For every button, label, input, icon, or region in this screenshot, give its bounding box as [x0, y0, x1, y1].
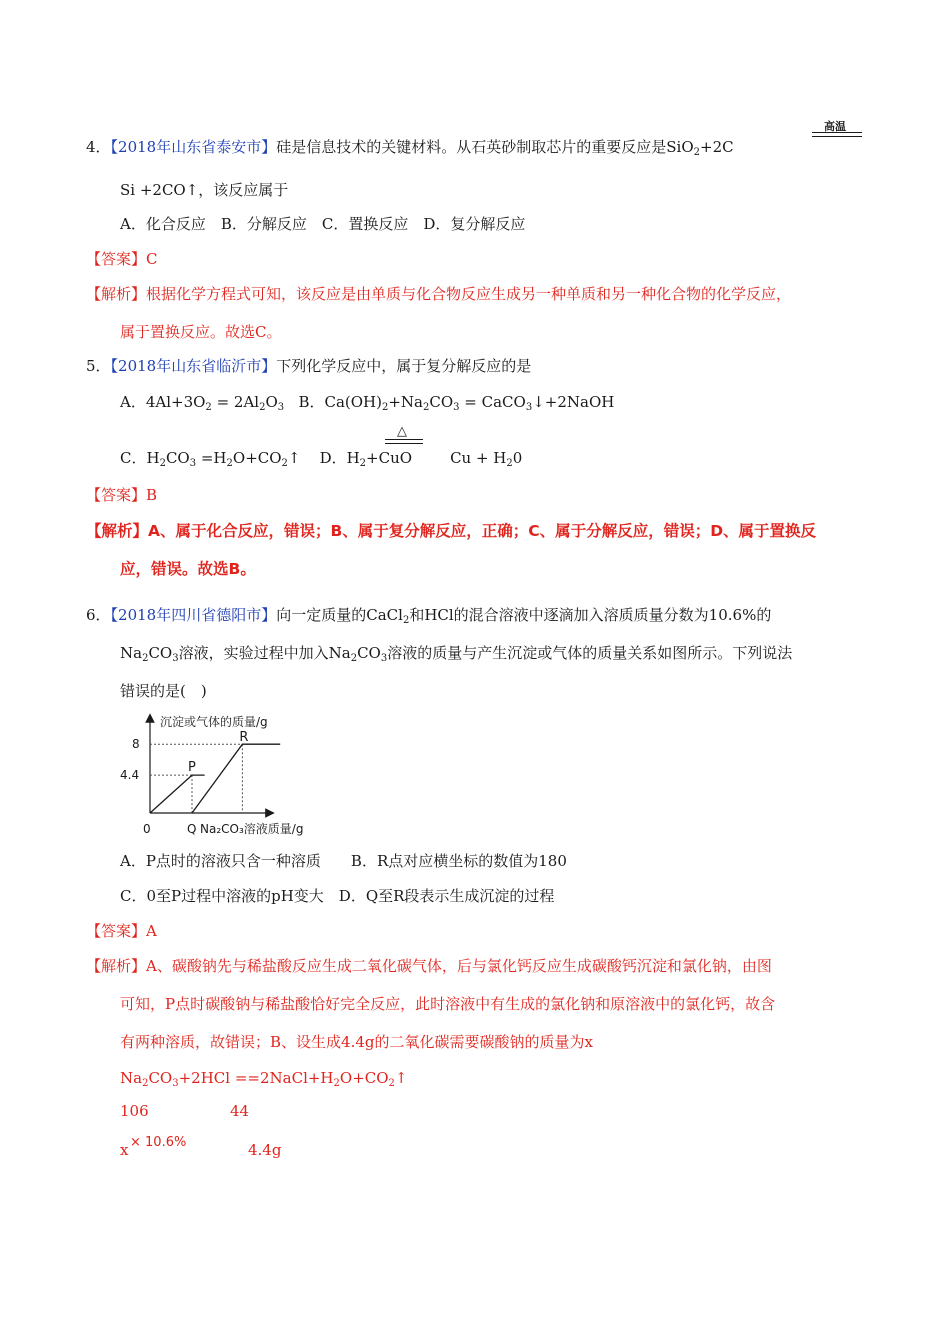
q5-heat-sign [385, 424, 423, 448]
q4-options: A．化合反应 B．分解反应 C．置换反应 D．复分解反应 [120, 215, 526, 233]
q5-stem [86, 356, 531, 376]
data-lines [150, 744, 280, 813]
q6-chart [120, 712, 335, 840]
y-tick-label: 8 [132, 737, 140, 752]
x-tick-label-q: Q [187, 822, 197, 836]
q5-answer: 【答案】B [86, 486, 158, 504]
q5-opt-b-mid: +Na [388, 393, 423, 411]
q4-stem [86, 137, 734, 157]
q5-opt-b-co: CO [429, 393, 454, 411]
q6-analysis-line2: 可知，P点时碳酸钠与稀盐酸恰好完全反应，此时溶液中有生成的氯化钠和原溶液中的氯化钙，故含 [120, 995, 776, 1013]
dashed-guides [150, 744, 242, 813]
q4-number: 4． [86, 138, 111, 156]
q6-line3: 错误的是( ) [120, 682, 207, 700]
q4-condition-sign [812, 118, 862, 142]
q6-eq-c: +2HCl ==2NaCl+H [178, 1069, 334, 1087]
q5-options-cd: C．$H_2CO_3$ $=H_2O+CO_2↑$ D．$H_2+CuO$ $Cu + H_20$ [120, 449, 523, 469]
q4-line2: Si +2CO↑，该反应属于 [120, 181, 289, 199]
q5-opt-c-o: O+CO [232, 449, 282, 467]
chart-x-label: Na₂CO₃溶液质量/g [200, 822, 304, 836]
q4-analysis-line2: 属于置换反应。故选C。 [120, 323, 282, 341]
q4-eq-sub: 2 [693, 147, 700, 158]
q5-opt-a-mid: = 2Al [211, 393, 260, 411]
q6-mass: 4.4g [248, 1141, 282, 1159]
q5-stem-text: 下列化学反应中，属于复分解反应的是 [276, 357, 532, 375]
q5-opt-c-rest: =H [196, 449, 227, 467]
q4-analysis-line1: 【解析】根据化学方程式可知，该反应是由单质与化合物反应生成另一种单质和另一种化合物的化学反应， [86, 285, 792, 303]
triangle-icon: △ [397, 424, 407, 439]
series-line-2 [192, 744, 280, 813]
y-tick-label: 4.4 [120, 768, 140, 783]
q6-stem: 6．【2018年四川省德阳市】向一定质量的CaCl$_2$和HCl的混合溶液中逐滴加入溶质质量分数为10.6%的 [86, 606, 772, 626]
q5-opt-a-sub: 3 [277, 402, 285, 413]
q6-eq-a: Na [120, 1069, 143, 1087]
q6-stem-b: 和HCl的混合溶液中逐滴加入溶质质量分数为10.6%的 [409, 606, 772, 624]
q6-line2: $Na_2CO_3$溶液，实验过程中加入$Na_2CO_3$溶液的质量与产生沉淀或气体的质量关系如图所示。下列说法 [120, 644, 793, 664]
q6-eq-b: CO [148, 1069, 173, 1087]
point-label-p: P [188, 760, 196, 776]
q4-stem-text: 硅是信息技术的关键材料。从石英砂制取芯片的重要反应是 [276, 138, 667, 156]
q5-opt-c-mid: CO [165, 449, 190, 467]
q6-x: x [120, 1141, 129, 1159]
q6-l2-c: 溶液，实验过程中加入Na [178, 644, 351, 662]
q4-source: 【2018年山东省泰安市】 [110, 138, 277, 156]
q6-answer: 【答案】A [86, 922, 157, 940]
q6-l2-a: Na [120, 644, 143, 662]
q5-number: 5． [86, 357, 111, 375]
point-label-r: R [239, 730, 249, 746]
q6-l2-b: CO [148, 644, 173, 662]
q6-eq-d: O+CO [339, 1069, 389, 1087]
q6-source: 【2018年四川省德阳市】 [110, 606, 277, 624]
q5-analysis-line1: 【解析】A、属于化合反应，错误；B、属于复分解反应，正确；C、属于分解反应，错误；D、属于置换反 [86, 522, 817, 540]
q5-opt-d-tail: 0 [512, 449, 523, 467]
q5-opt-b: B．Ca(OH) [298, 393, 382, 411]
q5-source: 【2018年山东省临沂市】 [110, 357, 277, 375]
q4-condition-text: 高温 [824, 120, 846, 133]
q4-answer: 【答案】C [86, 250, 158, 268]
q6-eq-e: ↑ [394, 1069, 408, 1087]
q4-eq-part1: SiO [666, 138, 694, 156]
tick-labels [120, 737, 196, 836]
q6-l2-d: 溶液的质量与产生沉淀或气体的质量关系如图所示。下列说法 [387, 644, 793, 662]
q6-num-44: 44 [230, 1102, 250, 1120]
q6-number: 6． [86, 606, 111, 624]
q4-eq-part2: +2C [700, 138, 734, 156]
q6-stem-a: 向一定质量的CaCl [276, 606, 403, 624]
q5-opt-a: A．4Al+3O [120, 393, 206, 411]
q5-opt-c-end: ↑ [287, 449, 301, 467]
q5-analysis-line2: 应，错误。故选B。 [120, 560, 256, 578]
q6-options-ab: A．P点时的溶液只含一种溶质 B．R点对应横坐标的数值为180 [120, 852, 567, 870]
q6-analysis-line3: 有两种溶质，故错误；B、设生成4.4g的二氧化碳需要碳酸钠的质量为x [120, 1033, 593, 1051]
point-labels [188, 730, 248, 775]
chart-y-label: 沉淀或气体的质量/g [160, 715, 268, 729]
q5-options-ab: A．$4Al+3O_2 = 2Al_2O_3$ B．$Ca(OH)_2+Na_2CO_3$ = CaCO$_3$↓+2NaOH [120, 393, 615, 413]
q5-opt-d: D．H [319, 449, 360, 467]
q5-opt-b-end: ↓+2NaOH [532, 393, 615, 411]
q5-opt-b-rest: = CaCO [459, 393, 526, 411]
q6-equation: $Na_2CO_3+2HCl$ $==2NaCl+H_2O+CO_2↑$ [120, 1069, 408, 1089]
q5-opt-d-mid: +CuO [366, 449, 413, 467]
chart-origin: 0 [143, 822, 151, 836]
q6-analysis-line1: 【解析】A、碳酸钠先与稀盐酸反应生成二氧化碳气体，后与氯化钙反应生成碳酸钙沉淀和氯化钠，由图 [86, 957, 772, 975]
q5-opt-c: C．H [120, 449, 160, 467]
q6-options-cd: C．0至P过程中溶液的pH变大 D．Q至R段表示生成沉淀的过程 [120, 887, 555, 905]
q6-x-factor: × 10.6% [130, 1135, 187, 1150]
q6-num-106: 106 [120, 1102, 149, 1120]
q5-opt-d-end: Cu + H [450, 449, 507, 467]
